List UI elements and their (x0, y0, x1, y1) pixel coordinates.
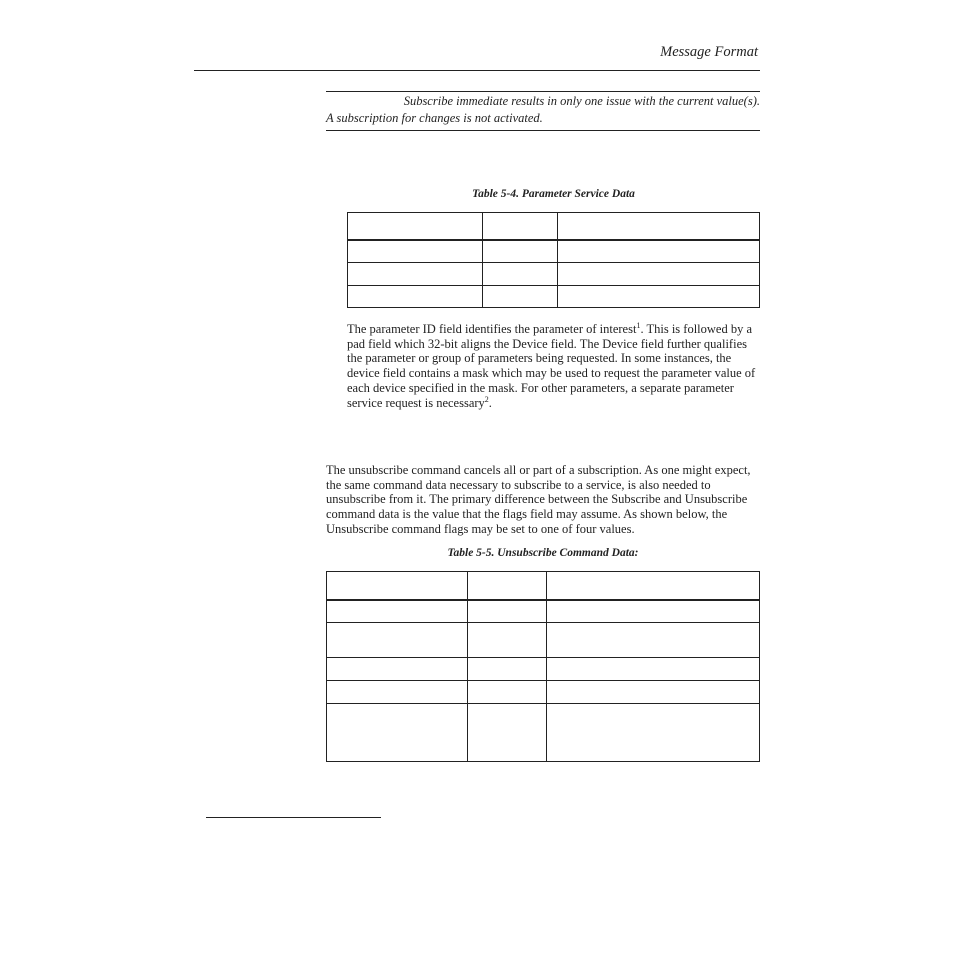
note-line-1: Subscribe immediate results in only one issue with the current value(s). (403, 94, 760, 108)
note-bottom-rule (326, 130, 760, 131)
footnote-ref-2[interactable]: 2 (484, 394, 489, 404)
parameter-id-paragraph (347, 322, 760, 410)
table-row (348, 213, 760, 240)
table-row (327, 704, 760, 762)
table-row (327, 658, 760, 681)
paragraph-text: . (488, 395, 492, 410)
table-5-4 (347, 212, 760, 308)
unsubscribe-paragraph: The unsubscribe command cancels all or part of a subscription. As one might expect, the same command data necessary to subscribe to a service, is also needed to unsubscribe from it. The primary difference between the Subscribe and Unsubscribe command data is the value that the flags field may assume. As shown below, the Unsubscribe command flags may be set to one of four values. (326, 463, 751, 536)
table-row (348, 263, 760, 286)
table-row (327, 681, 760, 704)
table-row (348, 240, 760, 263)
header-rule (194, 70, 760, 71)
table-row (327, 623, 760, 658)
table-row (348, 286, 760, 308)
footnote-ref-1[interactable]: 1 (636, 320, 641, 330)
table-5-4-caption: Table 5-4. Parameter Service Data (472, 188, 635, 200)
table-5-5-caption: Table 5-5. Unsubscribe Command Data: (447, 547, 639, 559)
note-box (326, 93, 760, 127)
paragraph-text: . This is followed by a pad field which 32-bit aligns the Device field. The Device field further qualifies the parameter or group of parameters being requested. In some instances, the device field contains a mask which may be used to request the parameter value of each device specified in the mask. For other parameters, a separate parameter service request is necessary (347, 322, 756, 410)
note-top-rule (326, 91, 760, 92)
table-row (327, 600, 760, 623)
running-header: Message Format (660, 44, 758, 60)
note-line-2: A subscription for changes is not activated. (326, 111, 543, 125)
table-5-5 (326, 571, 760, 762)
paragraph-text: The parameter ID field identifies the parameter of interest (347, 322, 637, 336)
footnote-separator (206, 817, 381, 818)
table-row (327, 572, 760, 600)
